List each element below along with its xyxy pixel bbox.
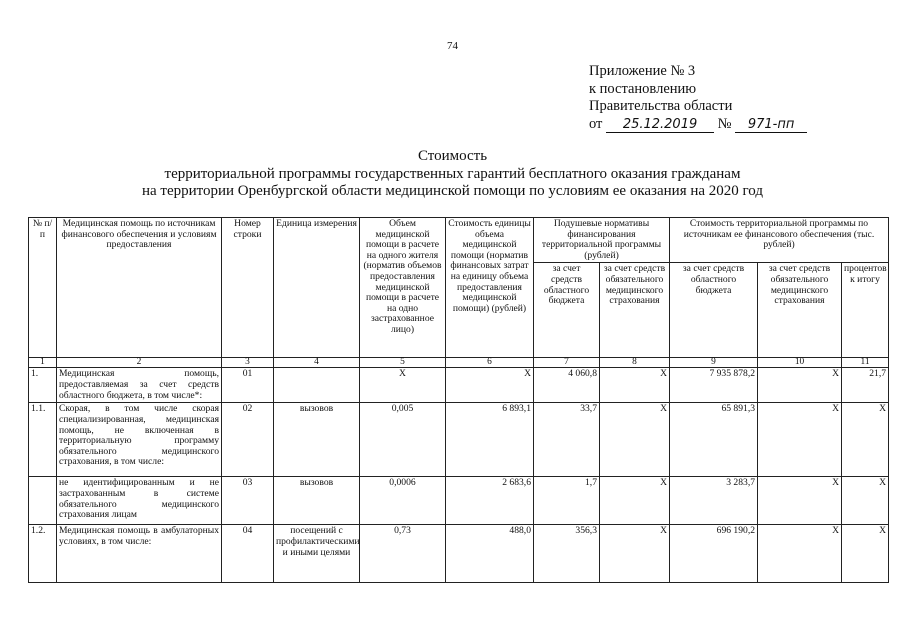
header-volume: Объем медицинской помощи в расчете на одного жителя (норматив объемов предоставления медицинской помощи в расчете на одно застрахованное лицо) [360, 218, 446, 358]
row-per-capita-budget: 4 060,8 [534, 368, 600, 403]
row-num: 1.1. [29, 403, 57, 477]
column-number: 5 [360, 358, 446, 368]
row-total-budget: 3 283,7 [670, 477, 758, 525]
document-title [0, 148, 905, 201]
row-percent: X [842, 403, 889, 477]
row-total-budget: 7 935 878,2 [670, 368, 758, 403]
row-unit: вызовов [274, 403, 360, 477]
appendix-date-line [589, 116, 807, 134]
handwritten-number: 971-пп [735, 117, 807, 133]
row-volume: 0,0006 [360, 477, 446, 525]
row-per-capita-oms: X [600, 525, 670, 583]
row-total-oms: X [758, 368, 842, 403]
row-total-oms: X [758, 403, 842, 477]
column-number: 2 [57, 358, 222, 368]
row-volume: 0,73 [360, 525, 446, 583]
row-num: 1.2. [29, 525, 57, 583]
header-total-oms: за счет средств обязательного медицинского страхования [758, 263, 842, 358]
appendix-block [589, 63, 807, 133]
row-percent: X [842, 477, 889, 525]
row-cost: 6 893,1 [446, 403, 534, 477]
header-per-capita-budget: за счет средств областного бюджета [534, 263, 600, 358]
column-number: 9 [670, 358, 758, 368]
header-name: Медицинская помощь по источникам финансового обеспечения и условиям предоставления [57, 218, 222, 358]
column-number: 1 [29, 358, 57, 368]
row-name: Скорая, в том числе скорая специализированная, медицинская помощь, не включенная в территориальную программу обязательного медицинского страхования, в том числе: [57, 403, 222, 477]
row-cost: X [446, 368, 534, 403]
header-num: № п/п [29, 218, 57, 358]
row-volume: X [360, 368, 446, 403]
cost-table [28, 217, 889, 583]
row-name: Медицинская помощь, предоставляемая за счет средств областного бюджета, в том числе*: [57, 368, 222, 403]
row-volume: 0,005 [360, 403, 446, 477]
row-total-budget: 696 190,2 [670, 525, 758, 583]
table-row [29, 525, 889, 583]
date-prefix: от [589, 115, 603, 132]
column-number: 10 [758, 358, 842, 368]
title-line-2: территориальной программы государственных гарантий бесплатного оказания гражданам [164, 165, 741, 182]
header-per-capita-group: Подушевые нормативы финансирования территориальной программы (рублей) [534, 218, 670, 263]
row-unit: вызовов [274, 477, 360, 525]
appendix-line-2: к постановлению [589, 80, 697, 97]
table-row [29, 403, 889, 477]
row-percent: 21,7 [842, 368, 889, 403]
row-per-capita-budget: 33,7 [534, 403, 600, 477]
row-number: 01 [222, 368, 274, 403]
row-num: 1. [29, 368, 57, 403]
table-row [29, 477, 889, 525]
row-per-capita-oms: X [600, 477, 670, 525]
column-number-row [29, 358, 889, 368]
row-number: 03 [222, 477, 274, 525]
row-num [29, 477, 57, 525]
row-unit [274, 368, 360, 403]
column-number: 8 [600, 358, 670, 368]
column-number: 4 [274, 358, 360, 368]
header-cost: Стоимость единицы объема медицинской помощи (норматив финансовых затрат на единицу объема предоставления медицинской помощи) (рублей) [446, 218, 534, 358]
row-name: Медицинская помощь в амбулаторных условиях, в том числе: [57, 525, 222, 583]
row-total-budget: 65 891,3 [670, 403, 758, 477]
page-number: 74 [447, 40, 458, 52]
row-number: 04 [222, 525, 274, 583]
row-cost: 2 683,6 [446, 477, 534, 525]
column-number: 7 [534, 358, 600, 368]
column-number: 3 [222, 358, 274, 368]
row-per-capita-oms: X [600, 403, 670, 477]
row-total-oms: X [758, 525, 842, 583]
handwritten-date: 25.12.2019 [606, 117, 714, 133]
row-unit: посещений с профилактическими и иными целями [274, 525, 360, 583]
header-per-capita-oms: за счет средств обязательного медицинского страхования [600, 263, 670, 358]
table-header-row-1 [29, 218, 889, 263]
row-percent: X [842, 525, 889, 583]
column-number: 6 [446, 358, 534, 368]
title-line-3: на территории Оренбургской области медицинской помощи по условиям ее оказания на 2020 год [141, 183, 764, 199]
row-name: не идентифицированным и не застрахованным в системе обязательного медицинского страхования лицам [57, 477, 222, 525]
header-total-percent: процентов к итогу [842, 263, 889, 358]
appendix-line-3: Правительства области [589, 98, 733, 114]
row-cost: 488,0 [446, 525, 534, 583]
header-unit: Единица измерения [274, 218, 360, 358]
column-number: 11 [842, 358, 889, 368]
row-number: 02 [222, 403, 274, 477]
row-per-capita-budget: 1,7 [534, 477, 600, 525]
header-total-budget: за счет средств областного бюджета [670, 263, 758, 358]
table-row [29, 368, 889, 403]
number-prefix: № [717, 115, 732, 132]
row-total-oms: X [758, 477, 842, 525]
appendix-line-1: Приложение № 3 [589, 63, 696, 79]
header-row-number: Номер строки [222, 218, 274, 358]
row-per-capita-oms: X [600, 368, 670, 403]
header-total-group: Стоимость территориальной программы по источникам ее финансового обеспечения (тыс. рублей) [670, 218, 889, 263]
row-per-capita-budget: 356,3 [534, 525, 600, 583]
title-line-1: Стоимость [417, 148, 488, 164]
